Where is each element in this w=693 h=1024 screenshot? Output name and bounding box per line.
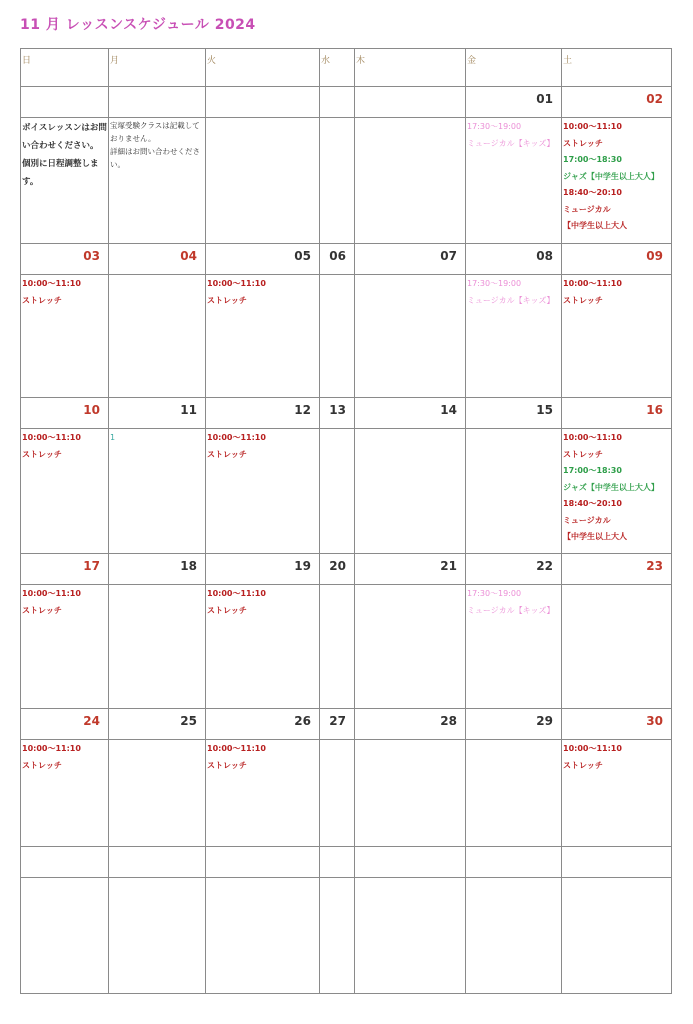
date-row — [21, 398, 672, 429]
date-number — [355, 87, 466, 118]
date-number: 10 — [21, 398, 109, 429]
date-number — [206, 87, 320, 118]
day-cell — [206, 878, 320, 994]
day-cell — [21, 118, 109, 244]
day-cell — [21, 585, 109, 709]
day-cell — [355, 878, 466, 994]
schedule-row — [21, 118, 672, 244]
day-cell — [320, 118, 355, 244]
day-cell — [206, 118, 320, 244]
date-number: 17 — [21, 554, 109, 585]
lesson-entry: 【中学生以上大人 — [563, 532, 627, 541]
day-cell — [562, 740, 672, 847]
date-number: 14 — [355, 398, 466, 429]
lesson-entry: ストレッチ — [207, 605, 247, 615]
day-cell — [206, 429, 320, 554]
date-number: 28 — [355, 709, 466, 740]
lesson-entry: ストレッチ — [22, 449, 62, 459]
weekday-mon: 月 — [109, 49, 206, 87]
weekday-wed: 水 — [320, 49, 355, 87]
day-cell — [109, 118, 206, 244]
date-number — [206, 847, 320, 878]
schedule-calendar — [20, 48, 672, 994]
day-cell — [355, 429, 466, 554]
date-number: 01 — [466, 87, 562, 118]
note-text: 詳細はお問い合わせください。 — [110, 147, 200, 169]
date-number: 12 — [206, 398, 320, 429]
date-number: 03 — [21, 244, 109, 275]
note-text: ボイスレッスンはお問い合わせください。 — [22, 123, 107, 151]
day-cell — [355, 275, 466, 398]
lesson-entry: ミュージカル — [563, 515, 611, 525]
lesson-entry: 10:00〜11:10 — [22, 433, 81, 442]
lesson-entry: 10:00〜11:10 — [563, 122, 622, 131]
date-number: 29 — [466, 709, 562, 740]
date-number: 19 — [206, 554, 320, 585]
date-number: 22 — [466, 554, 562, 585]
lesson-entry: 10:00〜11:10 — [563, 744, 622, 753]
day-cell — [109, 429, 206, 554]
day-cell — [320, 878, 355, 994]
schedule-row — [21, 275, 672, 398]
lesson-entry: ストレッチ — [563, 760, 603, 770]
day-cell — [320, 275, 355, 398]
weekday-header-row — [21, 49, 672, 87]
date-row — [21, 554, 672, 585]
date-number: 27 — [320, 709, 355, 740]
day-cell — [206, 275, 320, 398]
lesson-entry: ミュージカル — [563, 204, 611, 214]
date-number — [320, 847, 355, 878]
lesson-entry: ストレッチ — [563, 449, 603, 459]
lesson-entry: 10:00〜11:10 — [22, 279, 81, 288]
date-number: 25 — [109, 709, 206, 740]
schedule-row — [21, 878, 672, 994]
lesson-entry: 1 — [110, 433, 116, 442]
day-cell — [21, 275, 109, 398]
date-number — [320, 87, 355, 118]
day-cell — [562, 118, 672, 244]
lesson-entry: 10:00〜11:10 — [22, 589, 81, 598]
date-number: 30 — [562, 709, 672, 740]
date-number: 21 — [355, 554, 466, 585]
lesson-entry: 10:00〜11:10 — [563, 279, 622, 288]
day-cell — [206, 740, 320, 847]
lesson-entry: ストレッチ — [22, 605, 62, 615]
lesson-entry: ミュージカル【キッズ】 — [467, 605, 555, 615]
lesson-entry: 【中学生以上大人 — [563, 221, 627, 230]
date-number — [109, 847, 206, 878]
day-cell — [466, 585, 562, 709]
day-cell — [466, 275, 562, 398]
day-cell — [355, 585, 466, 709]
page-title: 11 月 レッスンスケジュール 2024 — [20, 17, 256, 33]
date-number — [21, 847, 109, 878]
lesson-entry: ストレッチ — [207, 760, 247, 770]
day-cell — [21, 429, 109, 554]
weekday-fri: 金 — [466, 49, 562, 87]
day-cell — [466, 429, 562, 554]
lesson-entry: ストレッチ — [22, 295, 62, 305]
date-number — [21, 87, 109, 118]
day-cell — [206, 585, 320, 709]
schedule-row — [21, 740, 672, 847]
day-cell — [21, 878, 109, 994]
date-number: 13 — [320, 398, 355, 429]
lesson-entry: 18:40〜20:10 — [563, 188, 622, 197]
weekday-tue: 火 — [206, 49, 320, 87]
day-cell — [562, 429, 672, 554]
weekday-sun: 日 — [21, 49, 109, 87]
lesson-entry: ストレッチ — [207, 449, 247, 459]
date-row — [21, 244, 672, 275]
date-number: 09 — [562, 244, 672, 275]
lesson-entry: ストレッチ — [563, 295, 603, 305]
note-text: 個別に日程調整します。 — [22, 159, 99, 187]
date-number: 20 — [320, 554, 355, 585]
lesson-entry: 10:00〜11:10 — [207, 433, 266, 442]
lesson-entry: 10:00〜11:10 — [207, 744, 266, 753]
day-cell — [562, 878, 672, 994]
lesson-entry: ストレッチ — [207, 295, 247, 305]
lesson-entry: 10:00〜11:10 — [207, 589, 266, 598]
day-cell — [109, 275, 206, 398]
lesson-entry: 17:30〜19:00 — [467, 122, 522, 131]
lesson-entry: 17:30〜19:00 — [467, 589, 522, 598]
date-number: 11 — [109, 398, 206, 429]
date-number: 16 — [562, 398, 672, 429]
lesson-entry: ストレッチ — [22, 760, 62, 770]
date-number: 06 — [320, 244, 355, 275]
day-cell — [466, 878, 562, 994]
date-number: 23 — [562, 554, 672, 585]
date-number: 24 — [21, 709, 109, 740]
lesson-entry: 10:00〜11:10 — [563, 433, 622, 442]
lesson-entry: 17:00〜18:30 — [563, 155, 622, 164]
date-number: 05 — [206, 244, 320, 275]
day-cell — [466, 118, 562, 244]
day-cell — [320, 740, 355, 847]
date-number: 18 — [109, 554, 206, 585]
lesson-entry: ジャズ【中学生以上大人】 — [563, 171, 659, 181]
date-number: 15 — [466, 398, 562, 429]
date-number: 07 — [355, 244, 466, 275]
date-number: 26 — [206, 709, 320, 740]
lesson-entry: 18:40〜20:10 — [563, 499, 622, 508]
day-cell — [466, 740, 562, 847]
lesson-entry: ジャズ【中学生以上大人】 — [563, 482, 659, 492]
lesson-entry: ストレッチ — [563, 138, 603, 148]
schedule-row — [21, 429, 672, 554]
date-number — [109, 87, 206, 118]
lesson-entry: 17:30〜19:00 — [467, 279, 522, 288]
date-row — [21, 87, 672, 118]
day-cell — [355, 740, 466, 847]
lesson-entry: 17:00〜18:30 — [563, 466, 622, 475]
day-cell — [320, 585, 355, 709]
date-number — [466, 847, 562, 878]
day-cell — [109, 585, 206, 709]
date-row — [21, 709, 672, 740]
weekday-thu: 木 — [355, 49, 466, 87]
date-number: 08 — [466, 244, 562, 275]
day-cell — [562, 585, 672, 709]
lesson-entry: ミュージカル【キッズ】 — [467, 295, 555, 305]
lesson-entry: ミュージカル【キッズ】 — [467, 138, 555, 148]
lesson-entry: 10:00〜11:10 — [22, 744, 81, 753]
lesson-entry: 10:00〜11:10 — [207, 279, 266, 288]
day-cell — [109, 740, 206, 847]
note-text: 宝塚受験クラスは記載しておりません。 — [110, 121, 200, 143]
date-number: 02 — [562, 87, 672, 118]
weekday-sat: 土 — [562, 49, 672, 87]
day-cell — [320, 429, 355, 554]
date-number — [562, 847, 672, 878]
day-cell — [21, 740, 109, 847]
schedule-row — [21, 585, 672, 709]
day-cell — [562, 275, 672, 398]
day-cell — [109, 878, 206, 994]
date-number — [355, 847, 466, 878]
date-number: 04 — [109, 244, 206, 275]
date-row — [21, 847, 672, 878]
day-cell — [355, 118, 466, 244]
